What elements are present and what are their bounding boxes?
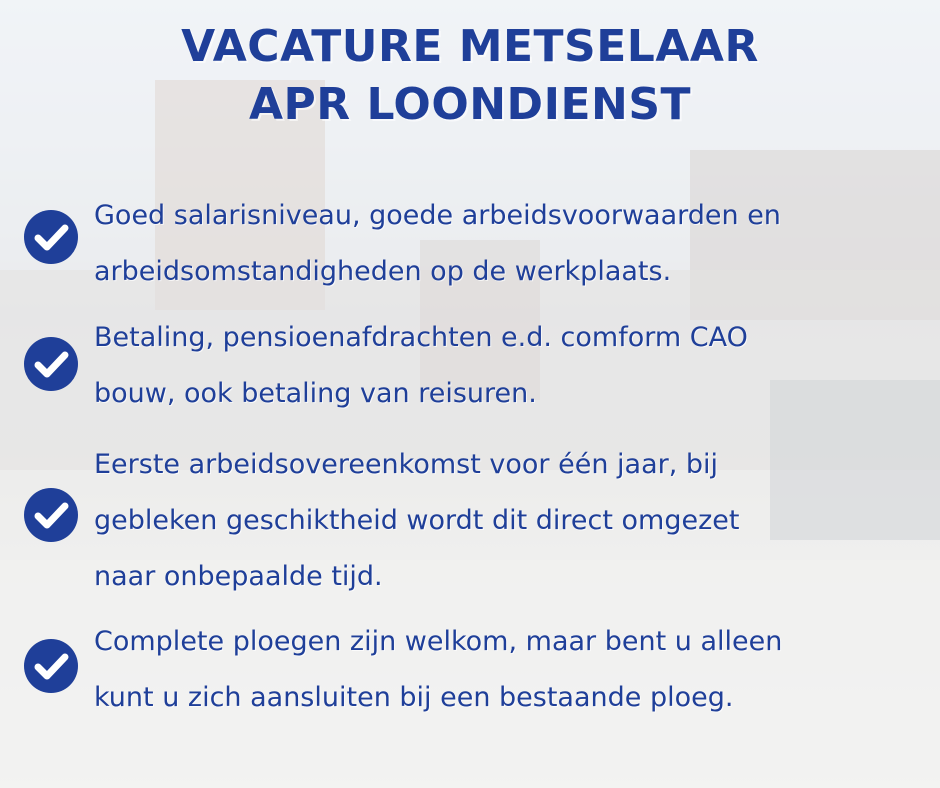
benefit-line: Betaling, pensioenafdrachten e.d. comform CAO [94, 322, 748, 353]
benefit-line: kunt u zich aansluiten bij een bestaande ploeg. [94, 682, 734, 713]
title-line-2: APR LOONDIENST [248, 79, 692, 130]
benefit-text [94, 437, 932, 605]
check-circle-icon [24, 488, 78, 542]
benefit-line: arbeidsomstandigheden op de werkplaats. [94, 256, 672, 287]
benefit-line: bouw, ook betaling van reisuren. [94, 378, 537, 409]
benefit-text [94, 310, 932, 422]
check-circle-icon [24, 210, 78, 264]
benefit-line: Eerste arbeidsovereenkomst voor één jaar, bij [94, 449, 719, 480]
benefit-line: naar onbepaalde tijd. [94, 561, 383, 592]
benefit-text [94, 188, 932, 300]
benefit-line: Complete ploegen zijn welkom, maar bent u alleen [94, 626, 783, 657]
benefit-text [94, 614, 932, 726]
check-circle-icon [24, 337, 78, 391]
check-circle-icon [24, 639, 78, 693]
title-line-1: VACATURE METSELAAR [181, 21, 759, 72]
benefit-line: gebleken geschiktheid wordt dit direct omgezet [94, 505, 740, 536]
page-title [0, 18, 940, 134]
benefit-line: Goed salarisniveau, goede arbeidsvoorwaarden en [94, 200, 781, 231]
